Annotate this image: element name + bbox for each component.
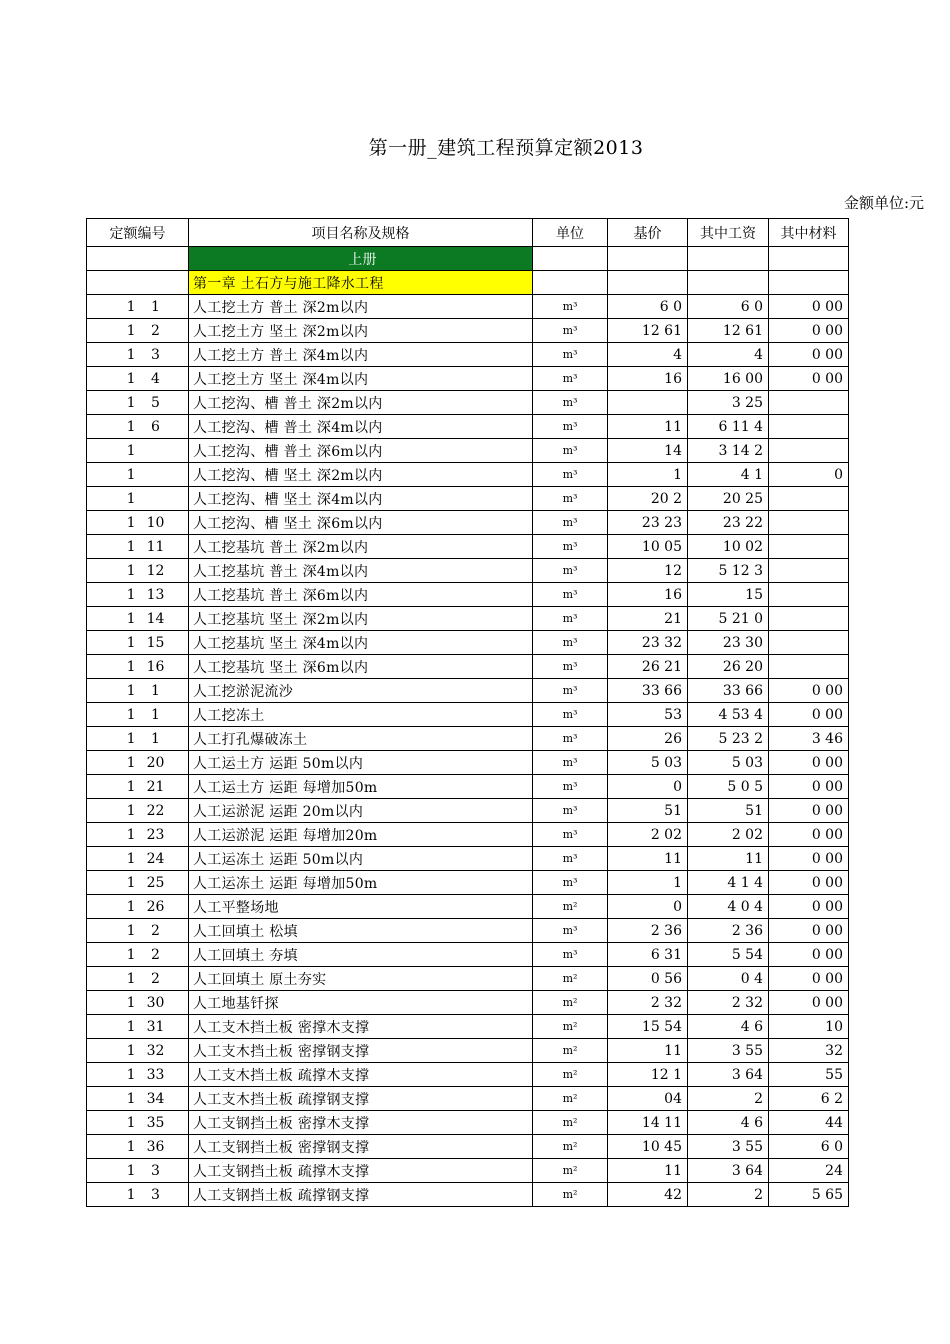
table-row	[87, 1183, 849, 1207]
base-price: 23 23	[608, 511, 688, 535]
base-price: 4	[608, 343, 688, 367]
item-unit: m³	[533, 511, 608, 535]
table-row	[87, 847, 849, 871]
base-price: 2 36	[608, 919, 688, 943]
quota-code: 1 5	[87, 391, 189, 415]
item-unit: m³	[533, 415, 608, 439]
currency-unit-label: 金额单位:元	[843, 194, 924, 212]
col-header-code: 定额编号	[87, 219, 189, 247]
wage-cost: 15	[688, 583, 769, 607]
wage-cost: 26 20	[688, 655, 769, 679]
item-name: 人工挖沟、槽 坚土 深2m以内	[189, 463, 533, 487]
material-cost	[769, 487, 849, 511]
base-price: 12	[608, 559, 688, 583]
item-name: 人工挖沟、槽 坚土 深6m以内	[189, 511, 533, 535]
material-cost: 0 00	[769, 679, 849, 703]
base-price: 11	[608, 1159, 688, 1183]
table-row	[87, 583, 849, 607]
base-price: 16	[608, 367, 688, 391]
wage-cost: 3 55	[688, 1135, 769, 1159]
base-price: 1	[608, 463, 688, 487]
material-cost	[769, 415, 849, 439]
item-name: 人工运冻土 运距 50m以内	[189, 847, 533, 871]
item-unit: m³	[533, 751, 608, 775]
table-row	[87, 655, 849, 679]
item-name: 人工挖基坑 坚土 深4m以内	[189, 631, 533, 655]
item-unit: m³	[533, 799, 608, 823]
wage-cost: 4 6	[688, 1015, 769, 1039]
base-price: 15 54	[608, 1015, 688, 1039]
base-price: 42	[608, 1183, 688, 1207]
quota-code: 1 1	[87, 727, 189, 751]
quota-code: 1 26	[87, 895, 189, 919]
item-unit: m³	[533, 583, 608, 607]
item-unit: m³	[533, 319, 608, 343]
table-row	[87, 367, 849, 391]
wage-cost: 0 4	[688, 967, 769, 991]
material-cost: 24	[769, 1159, 849, 1183]
base-price: 12 1	[608, 1063, 688, 1087]
table-row	[87, 943, 849, 967]
quota-code: 1 14	[87, 607, 189, 631]
item-unit: m³	[533, 607, 608, 631]
item-unit: m³	[533, 535, 608, 559]
material-cost	[769, 583, 849, 607]
wage-cost: 2 32	[688, 991, 769, 1015]
table-row	[87, 679, 849, 703]
material-cost: 0 00	[769, 751, 849, 775]
item-unit: m²	[533, 1159, 608, 1183]
item-name: 人工挖沟、槽 坚土 深4m以内	[189, 487, 533, 511]
wage-cost: 2 36	[688, 919, 769, 943]
item-unit: m³	[533, 487, 608, 511]
item-name: 人工支木挡土板 密撑钢支撑	[189, 1039, 533, 1063]
table-row	[87, 727, 849, 751]
item-name: 人工挖基坑 坚土 深6m以内	[189, 655, 533, 679]
item-name: 人工挖基坑 普土 深4m以内	[189, 559, 533, 583]
item-unit: m²	[533, 1111, 608, 1135]
item-unit: m³	[533, 631, 608, 655]
wage-cost: 6 11 4	[688, 415, 769, 439]
base-price: 11	[608, 847, 688, 871]
table-header-row	[87, 219, 849, 247]
wage-cost: 20 25	[688, 487, 769, 511]
wage-cost: 5 03	[688, 751, 769, 775]
item-name: 人工平整场地	[189, 895, 533, 919]
item-unit: m³	[533, 943, 608, 967]
wage-cost: 12 61	[688, 319, 769, 343]
quota-code: 1	[87, 463, 189, 487]
item-unit: m³	[533, 391, 608, 415]
wage-cost: 23 22	[688, 511, 769, 535]
item-name: 人工运土方 运距 每增加50m	[189, 775, 533, 799]
base-price: 26 21	[608, 655, 688, 679]
item-name: 人工回填土 松填	[189, 919, 533, 943]
base-price: 5 03	[608, 751, 688, 775]
wage-cost: 2	[688, 1087, 769, 1111]
base-price: 6 31	[608, 943, 688, 967]
item-unit: m²	[533, 1063, 608, 1087]
table-row	[87, 775, 849, 799]
quota-code: 1 24	[87, 847, 189, 871]
wage-cost: 5 12 3	[688, 559, 769, 583]
base-price: 33 66	[608, 679, 688, 703]
material-cost: 10	[769, 1015, 849, 1039]
item-name: 人工挖沟、槽 普土 深4m以内	[189, 415, 533, 439]
table-row	[87, 343, 849, 367]
item-unit: m³	[533, 559, 608, 583]
base-price: 11	[608, 1039, 688, 1063]
quota-code: 1 12	[87, 559, 189, 583]
item-unit: m³	[533, 727, 608, 751]
wage-cost: 5 23 2	[688, 727, 769, 751]
col-header-unit: 单位	[533, 219, 608, 247]
base-price: 20 2	[608, 487, 688, 511]
quota-code: 1 3	[87, 343, 189, 367]
item-unit: m²	[533, 967, 608, 991]
item-name: 人工挖土方 普土 深2m以内	[189, 295, 533, 319]
table-row	[87, 1039, 849, 1063]
wage-cost: 4 1 4	[688, 871, 769, 895]
item-unit: m³	[533, 367, 608, 391]
material-cost: 0 00	[769, 919, 849, 943]
material-cost: 0 00	[769, 943, 849, 967]
wage-cost: 3 14 2	[688, 439, 769, 463]
item-name: 人工挖基坑 坚土 深2m以内	[189, 607, 533, 631]
base-price: 51	[608, 799, 688, 823]
item-unit: m³	[533, 439, 608, 463]
col-header-material: 其中材料	[769, 219, 849, 247]
base-price: 0	[608, 775, 688, 799]
wage-cost: 4 1	[688, 463, 769, 487]
material-cost	[769, 391, 849, 415]
base-price: 2 32	[608, 991, 688, 1015]
quota-code: 1 13	[87, 583, 189, 607]
base-price: 2 02	[608, 823, 688, 847]
wage-cost: 23 30	[688, 631, 769, 655]
quota-code: 1 15	[87, 631, 189, 655]
item-unit: m²	[533, 1183, 608, 1207]
material-cost: 0 00	[769, 895, 849, 919]
item-name: 人工运冻土 运距 每增加50m	[189, 871, 533, 895]
material-cost: 6 0	[769, 1135, 849, 1159]
base-price: 10 05	[608, 535, 688, 559]
material-cost: 0 00	[769, 847, 849, 871]
table-row	[87, 1111, 849, 1135]
item-name: 人工回填土 原土夯实	[189, 967, 533, 991]
item-name: 人工挖冻土	[189, 703, 533, 727]
quota-code: 1 32	[87, 1039, 189, 1063]
table-row	[87, 391, 849, 415]
quota-code: 1 2	[87, 919, 189, 943]
quota-code: 1 25	[87, 871, 189, 895]
table-row	[87, 1063, 849, 1087]
table-row	[87, 511, 849, 535]
section-band-volume	[87, 247, 849, 271]
table-row	[87, 319, 849, 343]
quota-code: 1	[87, 487, 189, 511]
item-unit: m²	[533, 895, 608, 919]
item-unit: m³	[533, 679, 608, 703]
quota-table	[86, 218, 849, 1207]
item-unit: m³	[533, 847, 608, 871]
table-row	[87, 295, 849, 319]
item-unit: m³	[533, 871, 608, 895]
table-row	[87, 487, 849, 511]
material-cost: 0 00	[769, 799, 849, 823]
wage-cost: 4	[688, 343, 769, 367]
table-row	[87, 1159, 849, 1183]
item-name: 人工支钢挡土板 密撑木支撑	[189, 1111, 533, 1135]
wage-cost: 4 53 4	[688, 703, 769, 727]
col-header-base-price: 基价	[608, 219, 688, 247]
item-name: 人工支钢挡土板 疏撑木支撑	[189, 1159, 533, 1183]
volume-label: 上册	[189, 247, 533, 271]
item-name: 人工运淤泥 运距 20m以内	[189, 799, 533, 823]
quota-code: 1	[87, 439, 189, 463]
wage-cost: 51	[688, 799, 769, 823]
table-row	[87, 871, 849, 895]
table-row	[87, 1135, 849, 1159]
material-cost	[769, 535, 849, 559]
material-cost: 0	[769, 463, 849, 487]
quota-code: 1 3	[87, 1183, 189, 1207]
wage-cost: 4 0 4	[688, 895, 769, 919]
chapter-label: 第一章 土石方与施工降水工程	[189, 271, 533, 295]
material-cost	[769, 631, 849, 655]
base-price: 12 61	[608, 319, 688, 343]
table-row	[87, 415, 849, 439]
base-price: 6 0	[608, 295, 688, 319]
item-name: 人工挖沟、槽 普土 深2m以内	[189, 391, 533, 415]
base-price: 14 11	[608, 1111, 688, 1135]
item-name: 人工支木挡土板 密撑木支撑	[189, 1015, 533, 1039]
quota-code: 1 30	[87, 991, 189, 1015]
item-unit: m²	[533, 1039, 608, 1063]
base-price: 23 32	[608, 631, 688, 655]
item-unit: m³	[533, 295, 608, 319]
wage-cost: 6 0	[688, 295, 769, 319]
wage-cost: 3 64	[688, 1159, 769, 1183]
quota-code: 1 6	[87, 415, 189, 439]
table-row	[87, 1087, 849, 1111]
base-price: 0	[608, 895, 688, 919]
item-unit: m³	[533, 655, 608, 679]
item-name: 人工运土方 运距 50m以内	[189, 751, 533, 775]
section-band-chapter	[87, 271, 849, 295]
item-name: 人工挖沟、槽 普土 深6m以内	[189, 439, 533, 463]
table-row	[87, 823, 849, 847]
item-name: 人工回填土 夯填	[189, 943, 533, 967]
wage-cost: 10 02	[688, 535, 769, 559]
material-cost	[769, 607, 849, 631]
page-title: 第一册_建筑工程预算定额2013	[368, 137, 644, 159]
base-price: 16	[608, 583, 688, 607]
quota-code: 1 22	[87, 799, 189, 823]
item-name: 人工打孔爆破冻土	[189, 727, 533, 751]
wage-cost: 4 6	[688, 1111, 769, 1135]
table-row	[87, 799, 849, 823]
col-header-name: 项目名称及规格	[189, 219, 533, 247]
table-row	[87, 895, 849, 919]
item-unit: m²	[533, 1015, 608, 1039]
material-cost: 0 00	[769, 967, 849, 991]
material-cost	[769, 655, 849, 679]
material-cost: 0 00	[769, 319, 849, 343]
wage-cost: 2 02	[688, 823, 769, 847]
wage-cost: 11	[688, 847, 769, 871]
item-unit: m²	[533, 1135, 608, 1159]
item-unit: m³	[533, 823, 608, 847]
material-cost: 0 00	[769, 295, 849, 319]
item-name: 人工运淤泥 运距 每增加20m	[189, 823, 533, 847]
material-cost: 0 00	[769, 367, 849, 391]
wage-cost: 3 64	[688, 1063, 769, 1087]
quota-code: 1 2	[87, 967, 189, 991]
wage-cost: 16 00	[688, 367, 769, 391]
item-unit: m³	[533, 919, 608, 943]
item-unit: m³	[533, 775, 608, 799]
material-cost: 0 00	[769, 871, 849, 895]
quota-code: 1 16	[87, 655, 189, 679]
quota-code: 1 36	[87, 1135, 189, 1159]
quota-code: 1 11	[87, 535, 189, 559]
table-row	[87, 967, 849, 991]
quota-code: 1 20	[87, 751, 189, 775]
table-row	[87, 631, 849, 655]
item-unit: m³	[533, 463, 608, 487]
quota-code: 1 34	[87, 1087, 189, 1111]
quota-code: 1 31	[87, 1015, 189, 1039]
material-cost	[769, 511, 849, 535]
table-row	[87, 607, 849, 631]
item-unit: m³	[533, 343, 608, 367]
item-name: 人工支钢挡土板 疏撑钢支撑	[189, 1183, 533, 1207]
item-name: 人工挖淤泥流沙	[189, 679, 533, 703]
quota-code: 1 21	[87, 775, 189, 799]
quota-code: 1 4	[87, 367, 189, 391]
quota-code: 1 1	[87, 703, 189, 727]
item-name: 人工挖土方 普土 深4m以内	[189, 343, 533, 367]
base-price: 0 56	[608, 967, 688, 991]
table-row	[87, 751, 849, 775]
wage-cost: 5 54	[688, 943, 769, 967]
material-cost: 0 00	[769, 823, 849, 847]
base-price: 1	[608, 871, 688, 895]
col-header-wage: 其中工资	[688, 219, 769, 247]
material-cost: 44	[769, 1111, 849, 1135]
table-row	[87, 559, 849, 583]
table-row	[87, 919, 849, 943]
quota-code: 1 1	[87, 679, 189, 703]
item-name: 人工支木挡土板 疏撑木支撑	[189, 1063, 533, 1087]
quota-code: 1 2	[87, 319, 189, 343]
table-row	[87, 703, 849, 727]
wage-cost: 5 0 5	[688, 775, 769, 799]
material-cost: 3 46	[769, 727, 849, 751]
material-cost	[769, 439, 849, 463]
material-cost	[769, 559, 849, 583]
material-cost: 5 65	[769, 1183, 849, 1207]
base-price: 11	[608, 415, 688, 439]
base-price	[608, 391, 688, 415]
quota-code: 1 33	[87, 1063, 189, 1087]
item-name: 人工挖基坑 普土 深6m以内	[189, 583, 533, 607]
material-cost: 55	[769, 1063, 849, 1087]
item-name: 人工支钢挡土板 密撑钢支撑	[189, 1135, 533, 1159]
quota-code: 1 35	[87, 1111, 189, 1135]
item-unit: m³	[533, 703, 608, 727]
table-row	[87, 535, 849, 559]
wage-cost: 3 55	[688, 1039, 769, 1063]
item-name: 人工支木挡土板 疏撑钢支撑	[189, 1087, 533, 1111]
table-row	[87, 463, 849, 487]
table-row	[87, 1015, 849, 1039]
item-unit: m²	[533, 1087, 608, 1111]
item-unit: m²	[533, 991, 608, 1015]
base-price: 04	[608, 1087, 688, 1111]
material-cost: 0 00	[769, 703, 849, 727]
base-price: 53	[608, 703, 688, 727]
wage-cost: 5 21 0	[688, 607, 769, 631]
quota-code: 1 3	[87, 1159, 189, 1183]
base-price: 26	[608, 727, 688, 751]
base-price: 10 45	[608, 1135, 688, 1159]
material-cost: 0 00	[769, 343, 849, 367]
quota-code: 1 1	[87, 295, 189, 319]
table-row	[87, 439, 849, 463]
item-name: 人工挖土方 坚土 深2m以内	[189, 319, 533, 343]
quota-code: 1 23	[87, 823, 189, 847]
wage-cost: 33 66	[688, 679, 769, 703]
wage-cost: 3 25	[688, 391, 769, 415]
quota-code: 1 2	[87, 943, 189, 967]
material-cost: 6 2	[769, 1087, 849, 1111]
base-price: 14	[608, 439, 688, 463]
item-name: 人工挖土方 坚土 深4m以内	[189, 367, 533, 391]
item-name: 人工挖基坑 普土 深2m以内	[189, 535, 533, 559]
quota-code: 1 10	[87, 511, 189, 535]
item-name: 人工地基钎探	[189, 991, 533, 1015]
base-price: 21	[608, 607, 688, 631]
table-row	[87, 991, 849, 1015]
material-cost: 0 00	[769, 991, 849, 1015]
wage-cost: 2	[688, 1183, 769, 1207]
material-cost: 32	[769, 1039, 849, 1063]
material-cost: 0 00	[769, 775, 849, 799]
